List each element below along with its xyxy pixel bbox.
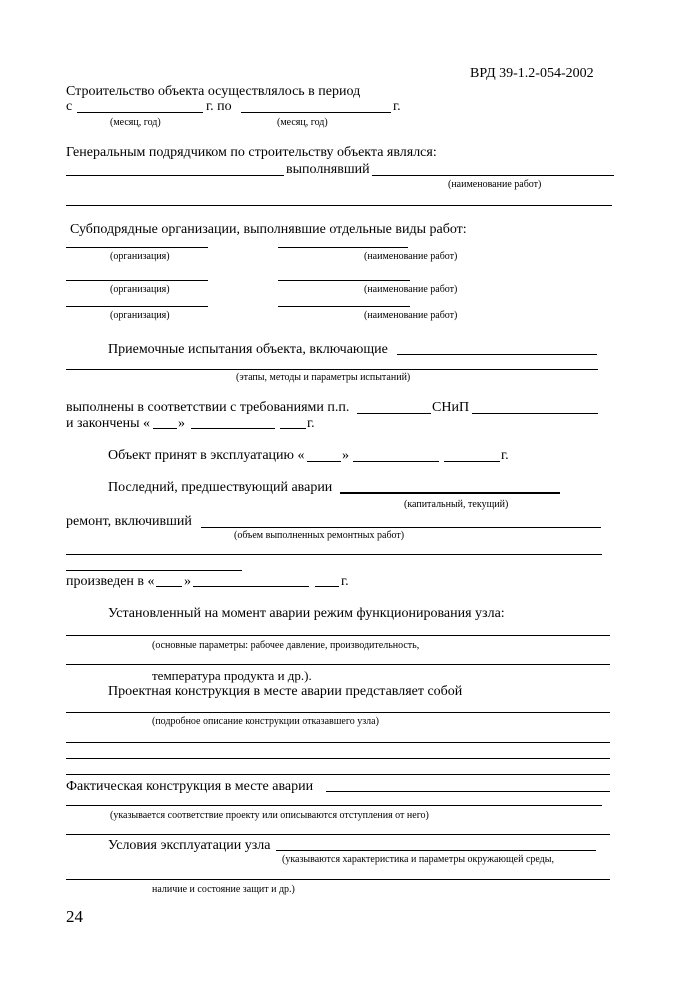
operating-mode-heading: Установленный на момент аварии режим функционирования узла: [108, 606, 505, 621]
subcontractor-work-line[interactable] [278, 247, 408, 248]
subcontractor-org-line[interactable] [66, 280, 208, 281]
hint-operating-conditions-2: наличие и состояние защит и др.) [152, 884, 295, 895]
finished-label: и закончены « [66, 416, 150, 431]
repair-scope-line[interactable] [201, 527, 601, 528]
hint-actual-construction: (указывается соответствие проекту или описываются отступления от него) [110, 810, 429, 821]
repair-quote-close: » [184, 574, 191, 589]
hint-work-name: (наименование работ) [448, 179, 542, 190]
hint-repair-scope: (объем выполненных ремонтных работ) [234, 530, 405, 541]
repair-year-line[interactable] [315, 586, 339, 587]
document-code: ВРД 39-1.2-054-2002 [470, 66, 594, 81]
commission-year-line[interactable] [444, 461, 500, 462]
actual-construction-line[interactable] [326, 791, 610, 792]
repair-including-label: ремонт, включивший [66, 514, 192, 529]
design-construction-heading: Проектная конструкция в месте аварии представляет собой [108, 684, 463, 699]
operating-conditions-line-2[interactable] [66, 879, 610, 880]
subcontractor-org-line[interactable] [66, 247, 208, 248]
last-repair-text: Последний, предшествующий аварии [108, 480, 333, 495]
date-end-text: г. [393, 99, 401, 114]
repair-month-line[interactable] [193, 586, 309, 587]
hint-work-name: (наименование работ) [364, 251, 458, 262]
commissioning-text: Объект принят в эксплуатацию « [108, 448, 305, 463]
date-to-line[interactable] [241, 112, 391, 113]
operating-mode-line[interactable] [66, 635, 610, 636]
performed-per-requirements: выполнены в соответствии с требованиями п.п. [66, 400, 350, 415]
hint-to-date: (месяц, год) [277, 117, 328, 128]
finish-quote-close: » [178, 416, 185, 431]
operating-conditions-heading: Условия эксплуатации узла [108, 838, 271, 853]
general-contractor-work-line[interactable] [372, 175, 614, 176]
design-construction-line-2[interactable] [66, 742, 610, 743]
finish-day-line[interactable] [153, 428, 177, 429]
commission-quote-close: » [342, 448, 349, 463]
operating-conditions-line[interactable] [276, 850, 596, 851]
finish-year-line[interactable] [280, 428, 306, 429]
hint-organization: (организация) [110, 251, 170, 262]
general-contractor-line-2[interactable] [66, 205, 612, 206]
performing-label: выполнявший [286, 162, 370, 177]
hint-work-name: (наименование работ) [364, 310, 458, 321]
design-construction-line-4[interactable] [66, 774, 610, 775]
actual-construction-line-2[interactable] [66, 805, 602, 806]
commission-year-suffix: г. [501, 448, 509, 463]
finish-year-suffix: г. [307, 416, 315, 431]
subcontractor-work-line[interactable] [278, 306, 410, 307]
commission-month-line[interactable] [353, 461, 439, 462]
hint-work-name: (наименование работ) [364, 284, 458, 295]
snip-label: СНиП [432, 400, 470, 415]
subcontractor-org-line[interactable] [66, 306, 208, 307]
hint-operating-conditions: (указываются характеристика и параметры окружающей среды, [282, 854, 554, 865]
hint-organization: (организация) [110, 284, 170, 295]
actual-construction-line-3[interactable] [66, 834, 610, 835]
hint-repair-type: (капитальный, текущий) [404, 499, 509, 510]
commission-day-line[interactable] [307, 461, 341, 462]
page-number: 24 [66, 907, 83, 926]
subcontractors-heading: Субподрядные организации, выполнявшие отдельные виды работ: [70, 222, 467, 237]
from-prefix: с [66, 99, 73, 114]
hint-from-date: (месяц, год) [110, 117, 161, 128]
subcontractor-work-line[interactable] [278, 280, 410, 281]
clause-number-line[interactable] [357, 413, 431, 414]
general-contractor-heading: Генеральным подрядчиком по строительству объекта являлся: [66, 145, 437, 160]
repair-day-line[interactable] [156, 586, 182, 587]
hint-operating-params-2: температура продукта и др.). [152, 668, 312, 683]
actual-construction-heading: Фактическая конструкция в месте аварии [66, 779, 314, 794]
performed-in-label: произведен в « [66, 574, 155, 589]
hint-design-description: (подробное описание конструкции отказавшего узла) [152, 716, 379, 727]
general-contractor-line[interactable] [66, 175, 284, 176]
date-mid-text: г. по [206, 99, 232, 114]
hint-operating-params: (основные параметры: рабочее давление, производительность, [152, 640, 420, 651]
construction-period-intro: Строительство объекта осуществлялось в период [66, 84, 361, 99]
finish-month-line[interactable] [191, 428, 275, 429]
repair-year-suffix: г. [341, 574, 349, 589]
acceptance-tests-intro: Приемочные испытания объекта, включающие [108, 342, 388, 357]
snip-number-line[interactable] [472, 413, 598, 414]
acceptance-tests-line[interactable] [397, 354, 597, 355]
operating-mode-line-2[interactable] [66, 664, 610, 665]
hint-organization: (организация) [110, 310, 170, 321]
design-construction-line-3[interactable] [66, 758, 610, 759]
acceptance-tests-line-2[interactable] [66, 369, 598, 370]
repair-type-line[interactable] [340, 492, 560, 494]
repair-scope-line-3[interactable] [66, 570, 242, 571]
date-from-line[interactable] [77, 112, 203, 113]
repair-scope-line-2[interactable] [66, 554, 602, 555]
design-construction-line[interactable] [66, 712, 610, 713]
hint-tests: (этапы, методы и параметры испытаний) [236, 372, 411, 383]
